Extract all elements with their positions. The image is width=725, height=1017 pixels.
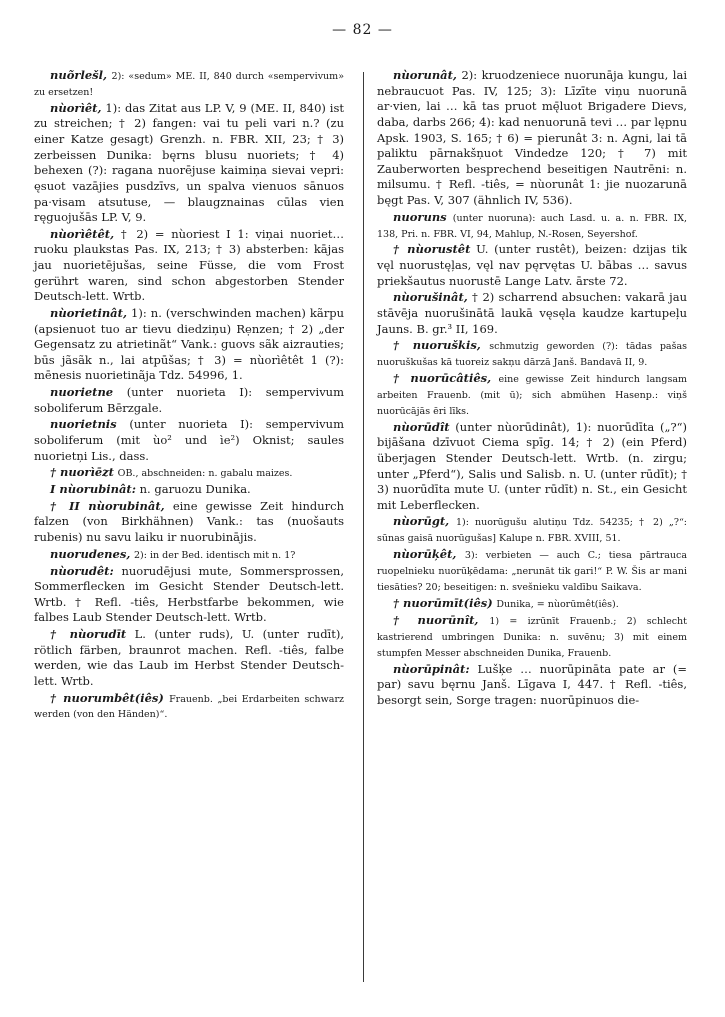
entry-body: n. garuozu Dunika. (139, 482, 251, 497)
page-number: — 82 — (332, 22, 393, 38)
dictionary-entry (377, 547, 687, 595)
entry-body: † 2) scharrend absuchen: vakarā jau stāvēja nuorušinātā laukā vęsęla kaudze kartupeļu Jauns. B. gr.³ II, 169. (377, 290, 687, 336)
entry-body: † 2) = nùoriest I 1: viņai nuoriet… ruoku plaukstas Pas. IX, 213; † 3) absterben: kājas jau nuorietējušas, seine Füsse, die vom Frost gerührt waren, sind schon abgestorben Stender Deutsch-lett. Wrtb. (34, 226, 344, 304)
entry-headword: nùorìêt, (50, 100, 102, 115)
dictionary-entry (34, 306, 344, 384)
left-column (34, 68, 344, 723)
entry-headword: nuorudenes, (50, 546, 131, 561)
dictionary-entry (377, 290, 687, 337)
entry-headword: † nuorūnît, (393, 612, 479, 627)
dictionary-entry (377, 68, 687, 209)
dictionary-entry (34, 547, 344, 563)
dictionary-entry (34, 499, 344, 546)
entry-body: 1): n. (verschwinden machen) kãrpu (apsienuot tuo ar tievu diedziņu) Rẹnzen; † 2) „der Gegensatz zu atrietinãt“ Vank.: guovs sãk aizrauties; būs jãsãk n., lai atpūšas; † 3) = nùorìêtêt 1 (?): mēnesis nuorietinãja Tdz. 54996, 1. (34, 305, 345, 383)
dictionary-entry (34, 385, 344, 416)
entry-headword: nùorušinât, (393, 290, 468, 305)
entry-body: OB., abschneiden: n. gabalu maizes. (117, 468, 293, 480)
entry-headword: † nuorìēzt (50, 465, 114, 480)
dictionary-entry (377, 613, 687, 661)
entry-body: 1): nuorūgušu alutiņu Tdz. 54235; † 2) „?“: sūnas gaisā nuorūgušas] Kalupe n. FBR. XVIII, 51. (377, 517, 688, 545)
entry-body: U. (unter rustêt), beizen: dzijas tik vęl nuorustęļas, vęl nav pęrvętas U. bābas … savus priekšautus nuorustē Lange Latv. ārste 72. (377, 242, 687, 288)
entry-body: (unter nùorūdinât), 1): nuorūdīta („?“) bijāšana dzīvuot Ciema spīg. 14; † 2) (ein Pferd) überjagen Stender Deutsch-lett. Wrtb. (n. zirgu; unter „Pferd“), Salis und Salisb. n. U. (unter rūdīt); † 3) nuorūdīta mute U. (unter rūdīt) n. St., ein Gesicht mit Leberflecken. (377, 419, 687, 512)
entry-headword: nuõrlešl, (50, 68, 107, 82)
entry-body: 1) = izrūnīt Frauenb.; 2) schlecht kastrierend umbringen Dunika: n. suvēnu; 3) mit einem stumpfen Messer abschneiden Dunika, Frauenb. (377, 615, 687, 659)
entry-body: eine gewisse Zeit hindurch falzen (von Birkhähnen) Vank.: tas (nuošauts rubenis) nu savu laiku ir nuorubinājis. (34, 498, 345, 544)
dictionary-entry (34, 68, 344, 100)
entry-body: 3): verbieten — auch C.; tiesa pārtrauca ruopelnieku nuorūķēdama: „nerunāt tik gari!“ P. W. Šis ar mani tiesāties? 20; beseitigen: n. svešnieku valdību Saikava. (377, 550, 688, 594)
dictionary-entry (34, 417, 344, 464)
entry-body: (unter nuorieta I): sempervivum soboliferum (mit ùo² und ìe²) Oknist; saules nuorietņi Lis., dass. (34, 417, 344, 463)
dictionary-entry (377, 596, 687, 612)
entry-body: L. (unter ruds), U. (unter rudīt), rötlich färben, braunrot machen. Refl. -tiês, falbe werden, wie das Laub im Herbst Stender Deutsch-lett. Wrtb. (34, 627, 344, 688)
entry-body: eine gewisse Zeit hindurch langsam arbeiten Frauenb. (mit ū); sich abmühen Hasenp.: viņš nuorūcājās ēri līks. (377, 374, 688, 417)
entry-headword: † nuorūcâtiês, (393, 371, 492, 385)
dictionary-entry (377, 242, 687, 289)
entry-headword: † nuoruškis, (393, 338, 481, 353)
dictionary-entry (34, 101, 344, 226)
dictionary-entry (34, 564, 344, 627)
entry-body: nuorudējusi mute, Sommersprossen, Sommerflecken im Gesicht Stender Deutsch-lett. Wrtb. † Refl. -tiês, Herbstfarbe bekommen, wie falbes Laub Stender Deutsch-lett. Wrtb. (34, 563, 344, 625)
entry-body: Dunika, = nùorūmêt(iês). (496, 599, 619, 610)
entry-headword: nùorunât, (393, 68, 457, 82)
dictionary-entry (377, 338, 687, 370)
entry-body: 2): kruodzeniece nuorunāja kungu, lai nebraucuot Pas. IV, 125; 3): Līzīte viņu nuorunā ar·vien, lai … kā tas pruot mę̄luot Brigadere Dievs, daba, darbs 266; 4): kad nenuorunā tevi … par lępnu Apsk. 1903, S. 165; † 6) = pierunât 3: n. Agni, lai tā paliktu pārnakšņuot Vindedze 120; † 7) mit Zauberworten besprechend beseitigen Nautrēni: n. milsumu. † Refl. -tiês, = nùorunât 1: jie nuozarunā bęgt Pas. V, 307 (ähnlich IV, 536). (377, 68, 688, 207)
entry-headword: nùorìêtêt, (50, 226, 115, 241)
entry-body: Frauenb. „bei Erdarbeiten schwarz werden (von den Händen)“. (34, 693, 345, 721)
dictionary-entry (34, 465, 344, 481)
entry-body: schmutzig geworden (?): tādas pašas nuoruškušas kā tuoreiz sakņu dārzā Janš. Bandavā II, 9. (377, 341, 687, 369)
right-column (377, 68, 687, 710)
dictionary-entry (377, 371, 687, 419)
entry-headword: nùorūdît (393, 419, 450, 434)
dictionary-entry (34, 691, 344, 723)
entry-headword: nuorietne (50, 385, 114, 400)
dictionary-entry (377, 662, 687, 709)
dictionary-entry (34, 627, 344, 690)
column-divider (363, 72, 364, 982)
entry-body: 2): «sedum» ME. II, 840 durch «sempervivum» zu ersetzen! (34, 71, 345, 98)
entry-headword: nùorūpinât: (393, 661, 470, 676)
entry-headword: I nùorubinât: (50, 482, 136, 497)
entry-body: (unter nuorieta I): sempervivum soboliferum Bērzgale. (34, 385, 344, 415)
entry-headword: † nùorustêt (393, 242, 471, 257)
entry-headword: † nùorudīt (50, 627, 127, 641)
entry-body: 1): das Zitat aus LP. V, 9 (ME. II, 840) ist zu streichen; † 2) fangen: vai tu peli vari n.? (zu einer Katze gesagt) Grenzh. n. FBR. XII, 23; † 3) zerbeissen Dunika: bęrns blusu nuoriets; † 4) behexen (?): ragana nuorējuse kaimiņa sievai vepri: ęsuot vazājies pusdzīvs, un spalva vienuos sānuos pa·visam atsutuse, — blaugznainas cūlas vien ręguojušās LP. V, 9. (34, 100, 345, 225)
entry-body: (unter nuoruna): auch Lasd. u. a. n. FBR. IX, 138, Pri. n. FBR. VI, 94, Mahlup, N.-Rosen, Seyershof. (377, 212, 687, 240)
entry-headword: † II nùorubinât, (50, 498, 165, 513)
entry-body: Lušķe … nuorūpināta pate ar (= par) savu bęrnu Janš. Līgava I, 447. † Refl. -tiês, besorgt sein, Sorge tragen: nuorūpinuos die- (377, 661, 688, 707)
dictionary-entry (34, 482, 344, 498)
entry-headword: nùorūķêt, (393, 547, 457, 562)
entry-headword: nùorūgt, (393, 514, 450, 529)
entry-body: 2): in der Bed. identisch mit n. 1? (133, 549, 296, 561)
entry-headword: nùorudêt: (50, 563, 114, 578)
entry-headword: nùorietinât, (50, 305, 127, 320)
entry-headword: † nuorūmīt(iês) (393, 596, 493, 610)
dictionary-entry (377, 514, 687, 546)
entry-headword: nuorietnis (50, 417, 117, 432)
dictionary-entry (377, 420, 687, 514)
entry-headword: nuoruns (393, 209, 447, 224)
dictionary-entry (34, 227, 344, 305)
entry-headword: † nuorumbêt(iês) (50, 690, 164, 705)
dictionary-entry (377, 210, 687, 242)
